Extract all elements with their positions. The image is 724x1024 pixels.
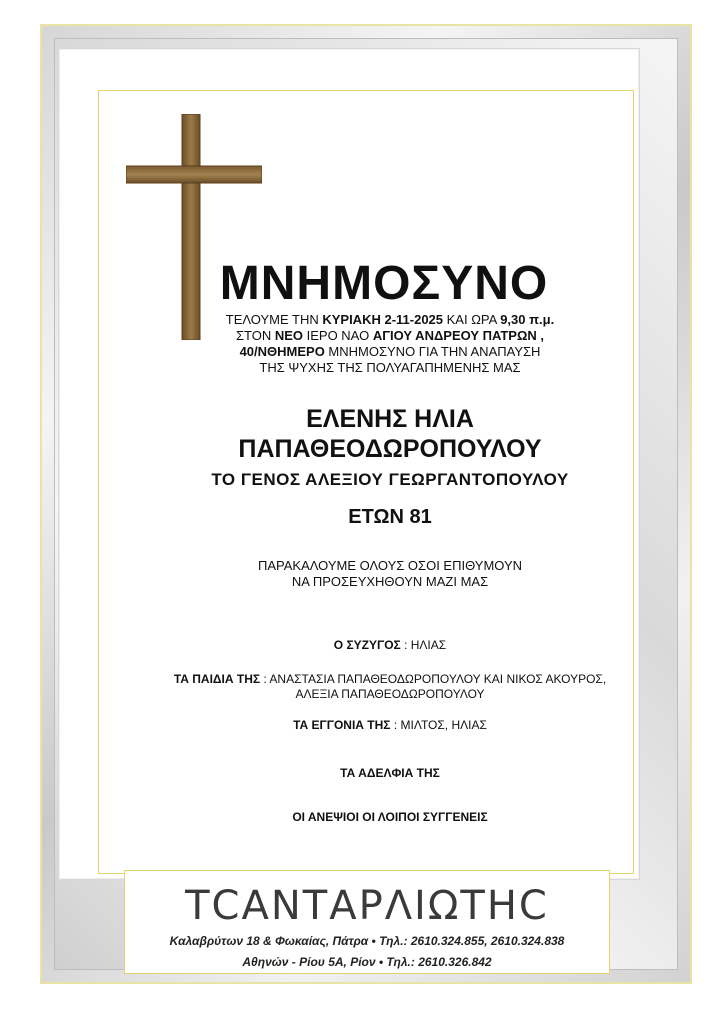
address-line-1: Καλαβρύτων 18 & Φωκαίας, Πάτρα • Τηλ.: 2610.324.855, 2610.324.838 xyxy=(169,934,565,948)
announcement xyxy=(190,312,590,376)
family-spouse: Ο ΣΥΖΥΓΟΣ : ΗΛΙΑΣ xyxy=(333,638,447,652)
address-line-2: Αθηνών - Ρίου 5Α, Ρίον • Τηλ.: 2610.326.842 xyxy=(242,955,492,969)
announcement-line-2: ΣΤΟΝ ΝΕΟ ΙΕΡΟ ΝΑΟ ΑΓΙΟΥ ΑΝΔΡΕΟΥ ΠΑΤΡΩΝ , xyxy=(235,328,545,343)
family-grandchildren: ΤΑ ΕΓΓΟΝΙΑ ΤΗΣ : ΜΙΛΤΟΣ, ΗΛΙΑΣ xyxy=(293,718,487,732)
family-siblings: ΤΑ ΑΔΕΛΦΙΑ ΤΗΣ xyxy=(340,766,440,780)
announcement-line-1: ΤΕΛΟΥΜΕ ΤΗΝ ΚΥΡΙΑΚΗ 2-11-2025 ΚΑΙ ΩΡΑ 9,30 π.μ. xyxy=(225,312,555,327)
deceased-name: ΕΛΕΝΗΣ ΗΛΙΑ ΠΑΠΑΘΕΟΔΩΡΟΠΟΥΛΟΥ xyxy=(238,405,542,463)
page-title: ΜΝΗΜΟΣΥΝΟ xyxy=(219,257,549,310)
age: ΕΤΩΝ 81 xyxy=(348,506,432,528)
maiden-name: ΤΟ ΓΕΝΟΣ ΑΛΕΞΙΟΥ ΓΕΩΡΓΑΝΤΟΠΟΥΛΟΥ xyxy=(211,470,569,489)
funeral-home-banner xyxy=(124,870,610,974)
family-nephews: ΟΙ ΑΝΕΨΙΟΙ ΟΙ ΛΟΙΠΟΙ ΣΥΓΓΕΝΕΙΣ xyxy=(292,810,488,824)
invitation: ΠΑΡΑΚΑΛΟΥΜΕ ΟΛΟΥΣ ΟΣΟΙ ΕΠΙΘΥΜΟΥΝ ΝΑ ΠΡΟΣΕΥΧΗΘΟΥΝ ΜΑΖΙ ΜΑΣ xyxy=(257,558,523,589)
announcement-line-3: 40/ΝΘΗΜΕΡΟ ΜΝΗΜΟΣΥΝΟ ΓΙΑ ΤΗΝ ΑΝΑΠΑΥΣΗ xyxy=(239,344,541,359)
announcement-line-4: ΤΗΣ ΨΥΧΗΣ ΤΗΣ ΠΟΛΥΑΓΑΠΗΜΕΝΗΣ ΜΑΣ xyxy=(259,360,521,375)
funeral-home-logo: ΤCΑΝΤΑΡΛΙΩΤΗC xyxy=(185,883,549,929)
family-children: ΤΑ ΠΑΙΔΙΑ ΤΗΣ : ΑΝΑΣΤΑΣΙΑ ΠΑΠΑΘΕΟΔΩΡΟΠΟΥΛΟΥ ΚΑΙ ΝΙΚΟΣ ΑΚΟΥΡΟΣ, ΑΛΕΞΙΑ ΠΑΠΑΘΕΟΔΩΡΟΠΟΥΛΟΥ xyxy=(173,672,607,701)
